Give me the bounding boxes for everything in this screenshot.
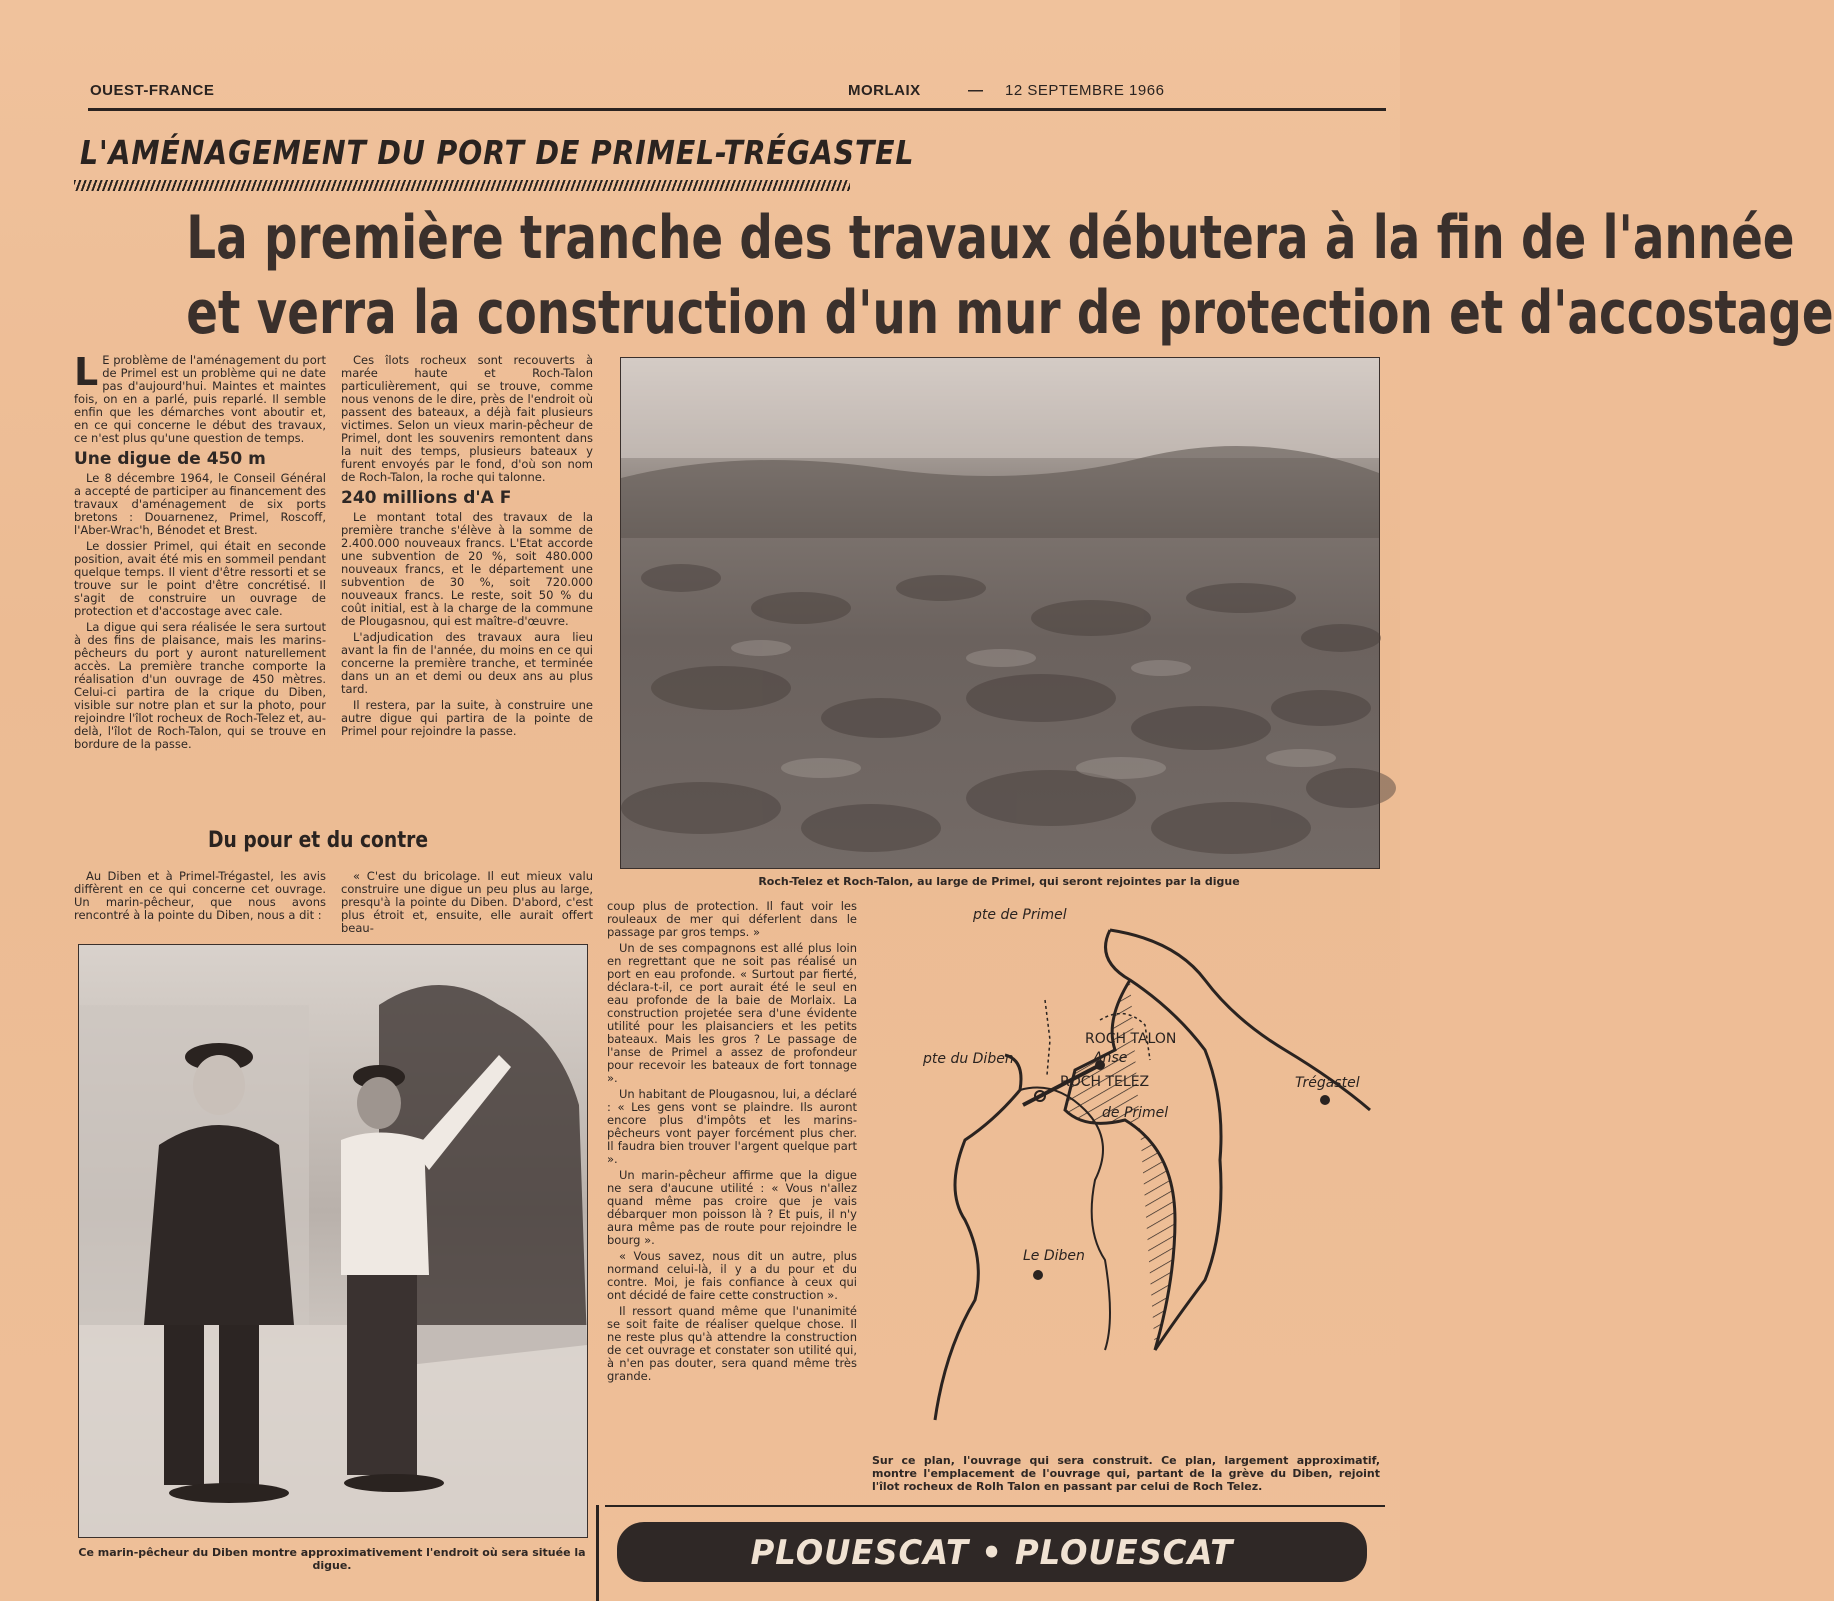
column-1b — [74, 870, 326, 925]
intro-paragraph: E problème de l'aménagement du port de Primel est un problème qui ne date pas d'aujourd'hui. Maintes et maintes fois, on en a parlé, puis reparlé. Il semble enfin que les démarches vont aboutir et, en ce qui concerne le début des travaux, ce n'est plus qu'une question de temps. — [74, 353, 326, 445]
map-label-tregastel: Trégastel — [1295, 1075, 1360, 1091]
col2-paragraph: Ces îlots rocheux sont recouverts à marée haute et Roch-Talon particulièrement, qui se trouve, comme nous venons de le dire, près de l'endroit où passent des bateaux, a déjà fait plusieurs victimes. Selon un vieux marin-pêcheur de Primel, dont les souvenirs remontent dans la nuit des temps, plusieurs bateaux y furent envoyés par le fond, d'où son nom de Roch-Talon, la roche qui talonne. — [341, 353, 593, 484]
column-2 — [341, 354, 593, 741]
masthead-rule — [88, 108, 1386, 111]
column-3 — [607, 900, 857, 1386]
plouescat-banner-text: PLOUESCAT • PLOUESCAT — [750, 1533, 1234, 1573]
rocks-photo-caption: Roch-Telez et Roch-Talon, au large de Primel, qui seront rejointes par la digue — [758, 875, 1240, 888]
city-name: MORLAIX — [848, 82, 921, 99]
col3-paragraph: Un marin-pêcheur affirme que la digue ne sera d'aucune utilité : « Vous n'allez quand même pas croire que je vais débarquer mon poisson là ? Et puis, il n'y aura même pas de route pour rejoindre le bourg ». — [607, 1168, 857, 1247]
banner-divider — [596, 1505, 599, 1601]
fishermen-photo — [78, 944, 588, 1538]
date-dash: — — [968, 82, 984, 99]
map-drawing — [875, 900, 1375, 1440]
col2-paragraph: Le montant total des travaux de la première tranche s'élève à la somme de 2.400.000 nouveaux francs. L'Etat accorde une subvention de 20 %, soit 480.000 nouveaux francs, et le département une subvention de 30 %, soit 720.000 nouveaux francs. Le reste, soit 50 % du coût initial, est à la charge de la commune de Plougasnou, qui est maître-d'œuvre. — [341, 510, 593, 628]
rocks-photo-texture — [621, 358, 1379, 868]
map-label-pte-primel: pte de Primel — [973, 907, 1067, 923]
plouescat-banner — [617, 1522, 1367, 1582]
col1-paragraph: Le dossier Primel, qui était en seconde position, avait été mis en sommeil pendant quelque temps. Il vient d'être ressorti et se trouve sur le point d'être concrétisé. Il s'agit de construire un ouvrage de protection et d'accostage avec cale. — [74, 539, 326, 618]
col3-paragraph: coup plus de protection. Il faut voir les rouleaux de mer qui déferlent dans le passage par gros temps. » — [607, 899, 857, 939]
col2-paragraph: L'adjudication des travaux aura lieu avant la fin de l'année, du moins en ce qui concerne la première tranche, et terminée dans un an et demi ou deux ans au plus tard. — [341, 630, 593, 696]
kicker-underline — [74, 180, 850, 191]
subhead-millions: 240 millions d'A F — [341, 488, 512, 508]
article-kicker: L'AMÉNAGEMENT DU PORT DE PRIMEL-TRÉGASTEL — [80, 133, 915, 172]
col2b-paragraph: « C'est du bricolage. Il eut mieux valu construire une digue un peu plus au large, presqu'à la pointe du Diben. D'abord, c'est plus étroit et, ensuite, elle aurait offert beau- — [341, 869, 593, 935]
fishermen-photo-caption: Ce marin-pêcheur du Diben montre approximativement l'endroit où sera située la digue. — [78, 1546, 586, 1572]
rocks-photo — [620, 357, 1380, 869]
map-label-pte-diben: pte du Diben — [923, 1051, 1014, 1067]
issue-date: 12 SEPTEMBRE 1966 — [1005, 82, 1165, 99]
col3-paragraph: Un de ses compagnons est allé plus loin en regrettant que ne soit pas réalisé un port en eau profonde. « Surtout par fierté, déclara-t-il, ce port aurait été le seul en eau profonde de la baie de Morlaix. La construction projetée sera d'une évidente utilité pour les plaisanciers et les petits bateaux. Mais les gros ? Le passage de l'anse de Primel a assez de profondeur pour recevoir les bateaux de fort tonnage ». — [607, 941, 857, 1085]
subhead-digue: Une digue de 450 m — [74, 449, 266, 469]
publication-name: OUEST-FRANCE — [90, 82, 215, 99]
col1-paragraph: Le 8 décembre 1964, le Conseil Général a accepté de participer au financement des travaux d'aménagement de six ports bretons : Douarnenez, Primel, Roscoff, l'Aber-Wrac'h, Bénodet et Brest. — [74, 471, 326, 537]
section-title-pour-contre: Du pour et du contre — [208, 828, 429, 853]
port-map — [875, 900, 1375, 1440]
map-label-roch-talon: ROCH TALON — [1085, 1031, 1177, 1047]
map-label-roch-telez: ROCH TELEZ — [1060, 1074, 1150, 1090]
headline-line-2: et verra la construction d'un mur de protection et d'accostage — [186, 278, 1834, 348]
headline-line-1: La première tranche des travaux débutera à la fin de l'année — [186, 203, 1795, 273]
map-caption: Sur ce plan, l'ouvrage qui sera construit. Ce plan, largement approximatif, montre l'emplacement de l'ouvrage qui, partant de la grève du Diben, rejoint l'îlot rocheux de Rolh Talon en passant par celui de Roch Telez. — [872, 1454, 1380, 1493]
col3-paragraph: « Vous savez, nous dit un autre, plus normand celui-là, il y a du pour et du contre. Moi, je fais confiance à ceux qui ont décidé de faire cette construction ». — [607, 1249, 857, 1302]
col3-paragraph: Un habitant de Plougasnou, lui, a déclaré : « Les gens vont se plaindre. Ils auront encore plus d'impôts et les marins-pêcheurs vont payer forcément plus cher. Il faudra bien trouver l'argent quelque part ». — [607, 1087, 857, 1166]
col2-paragraph: Il restera, par la suite, à construire une autre digue qui partira de la pointe de Primel pour rejoindre la passe. — [341, 698, 593, 738]
fishermen-illustration — [79, 945, 587, 1537]
column-1 — [74, 350, 326, 754]
map-label-de-primel: de Primel — [1102, 1105, 1169, 1121]
col1-paragraph: La digue qui sera réalisée le sera surtout à des fins de plaisance, mais les marins-pêcheurs du port y auront naturellement accès. La première tranche comporte la réalisation d'un ouvrage de 450 mètres. Celui-ci partira de la crique du Diben, visible sur notre plan et sur la photo, pour rejoindre l'îlot rocheux de Roch-Telez et, au-delà, l'îlot de Roch-Talon, qui se trouve en bordure de la passe. — [74, 620, 326, 751]
col3-paragraph: Il ressort quand même que l'unanimité se soit faite de réaliser quelque chose. Il ne reste plus qu'à attendre la construction de cet ouvrage et constater son utilité qui, à n'en pas douter, sera quand même très grande. — [607, 1304, 857, 1383]
column-2b — [341, 870, 593, 938]
banner-top-rule — [605, 1505, 1385, 1507]
dropcap: L — [74, 350, 99, 394]
col1b-paragraph: Au Diben et à Primel-Trégastel, les avis diffèrent en ce qui concerne cet ouvrage. Un marin-pêcheur, que nous avons rencontré à la pointe du Diben, nous a dit : — [74, 869, 326, 922]
map-label-anse: Anse — [1093, 1050, 1128, 1066]
map-label-le-diben: Le Diben — [1023, 1248, 1085, 1264]
